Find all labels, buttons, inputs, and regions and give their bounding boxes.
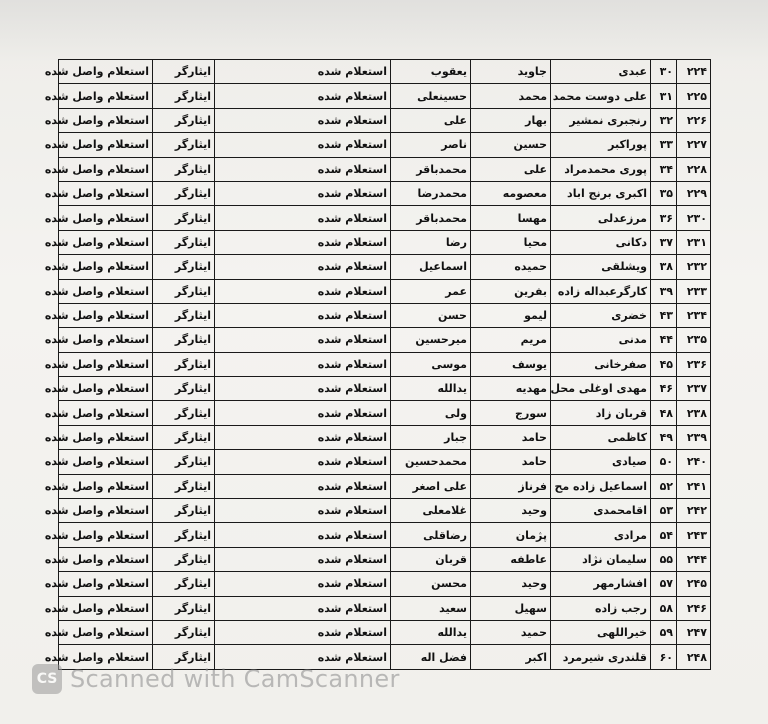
table-row bbox=[59, 352, 711, 376]
cell-status: استعلام شده bbox=[215, 133, 391, 157]
cell-index: ۲۳۹ bbox=[677, 425, 711, 449]
cell-last-name: پوری محمدمراد bbox=[551, 157, 651, 181]
cell-index: ۲۳۰ bbox=[677, 206, 711, 230]
cell-category: ایثارگر bbox=[153, 181, 215, 205]
cell-row-no: ۳۰ bbox=[651, 60, 677, 84]
cell-result: استعلام واصل شده bbox=[59, 352, 153, 376]
cell-row-no: ۶۰ bbox=[651, 645, 677, 669]
cell-last-name: دکانی bbox=[551, 230, 651, 254]
cell-father-name: اسماعیل bbox=[391, 255, 471, 279]
cell-category: ایثارگر bbox=[153, 474, 215, 498]
cell-status: استعلام شده bbox=[215, 620, 391, 644]
table-row bbox=[59, 303, 711, 327]
cell-category: ایثارگر bbox=[153, 133, 215, 157]
cell-result: استعلام واصل شده bbox=[59, 279, 153, 303]
cell-last-name: اقامحمدی bbox=[551, 499, 651, 523]
table-row bbox=[59, 60, 711, 84]
cell-index: ۲۳۲ bbox=[677, 255, 711, 279]
cell-status: استعلام شده bbox=[215, 401, 391, 425]
cell-first-name: حامد bbox=[471, 450, 551, 474]
cell-row-no: ۵۹ bbox=[651, 620, 677, 644]
cell-category: ایثارگر bbox=[153, 401, 215, 425]
cell-first-name: وحید bbox=[471, 572, 551, 596]
cell-result: استعلام واصل شده bbox=[59, 499, 153, 523]
cell-category: ایثارگر bbox=[153, 84, 215, 108]
table-row bbox=[59, 181, 711, 205]
cell-first-name: محیا bbox=[471, 230, 551, 254]
table-row bbox=[59, 206, 711, 230]
scan-shadow bbox=[0, 0, 768, 64]
cell-status: استعلام شده bbox=[215, 279, 391, 303]
cell-row-no: ۳۹ bbox=[651, 279, 677, 303]
table-row bbox=[59, 450, 711, 474]
cell-father-name: محمدباقر bbox=[391, 206, 471, 230]
cell-row-no: ۴۵ bbox=[651, 352, 677, 376]
cell-first-name: سهیل bbox=[471, 596, 551, 620]
cell-first-name: یوسف bbox=[471, 352, 551, 376]
cell-first-name: اکبر bbox=[471, 645, 551, 669]
cell-last-name: سلیمان نژاد bbox=[551, 547, 651, 571]
cell-category: ایثارگر bbox=[153, 108, 215, 132]
cell-status: استعلام شده bbox=[215, 60, 391, 84]
cell-index: ۲۲۶ bbox=[677, 108, 711, 132]
cell-result: استعلام واصل شده bbox=[59, 133, 153, 157]
cell-status: استعلام شده bbox=[215, 84, 391, 108]
cell-father-name: عمر bbox=[391, 279, 471, 303]
cell-result: استعلام واصل شده bbox=[59, 157, 153, 181]
cell-category: ایثارگر bbox=[153, 279, 215, 303]
cell-category: ایثارگر bbox=[153, 230, 215, 254]
cell-row-no: ۴۸ bbox=[651, 401, 677, 425]
cell-index: ۲۴۳ bbox=[677, 523, 711, 547]
cell-status: استعلام شده bbox=[215, 474, 391, 498]
cell-index: ۲۴۲ bbox=[677, 499, 711, 523]
cell-result: استعلام واصل شده bbox=[59, 60, 153, 84]
cell-last-name: کاظمی bbox=[551, 425, 651, 449]
cell-row-no: ۵۰ bbox=[651, 450, 677, 474]
cell-last-name: ویشلقی bbox=[551, 255, 651, 279]
cell-row-no: ۵۳ bbox=[651, 499, 677, 523]
cell-last-name: عبدی bbox=[551, 60, 651, 84]
cell-status: استعلام شده bbox=[215, 645, 391, 669]
table-row bbox=[59, 596, 711, 620]
cell-row-no: ۳۸ bbox=[651, 255, 677, 279]
cell-status: استعلام شده bbox=[215, 450, 391, 474]
cell-status: استعلام شده bbox=[215, 377, 391, 401]
table-row bbox=[59, 108, 711, 132]
cell-index: ۲۳۶ bbox=[677, 352, 711, 376]
cell-first-name: جاوید bbox=[471, 60, 551, 84]
cell-result: استعلام واصل شده bbox=[59, 474, 153, 498]
cell-index: ۲۴۷ bbox=[677, 620, 711, 644]
cell-father-name: علی اصغر bbox=[391, 474, 471, 498]
cell-first-name: عاطفه bbox=[471, 547, 551, 571]
cell-row-no: ۴۶ bbox=[651, 377, 677, 401]
cell-status: استعلام شده bbox=[215, 206, 391, 230]
cell-father-name: رضا bbox=[391, 230, 471, 254]
cell-first-name: فرناز bbox=[471, 474, 551, 498]
cell-father-name: یدالله bbox=[391, 620, 471, 644]
cell-category: ایثارگر bbox=[153, 328, 215, 352]
cell-result: استعلام واصل شده bbox=[59, 450, 153, 474]
table-row bbox=[59, 401, 711, 425]
cell-result: استعلام واصل شده bbox=[59, 230, 153, 254]
cell-father-name: فضل اله bbox=[391, 645, 471, 669]
cell-father-name: علی bbox=[391, 108, 471, 132]
cell-row-no: ۳۵ bbox=[651, 181, 677, 205]
cell-last-name: علی دوست محمد bbox=[551, 84, 651, 108]
table-row bbox=[59, 230, 711, 254]
cell-last-name: افشارمهر bbox=[551, 572, 651, 596]
cell-category: ایثارگر bbox=[153, 352, 215, 376]
cell-row-no: ۳۶ bbox=[651, 206, 677, 230]
cell-result: استعلام واصل شده bbox=[59, 255, 153, 279]
cell-last-name: قلندری شیرمرد bbox=[551, 645, 651, 669]
cell-last-name: مرادی bbox=[551, 523, 651, 547]
cell-last-name: رجب زاده bbox=[551, 596, 651, 620]
cell-index: ۲۴۶ bbox=[677, 596, 711, 620]
cell-index: ۲۴۰ bbox=[677, 450, 711, 474]
cell-category: ایثارگر bbox=[153, 255, 215, 279]
cell-first-name: حمیده bbox=[471, 255, 551, 279]
cell-status: استعلام شده bbox=[215, 572, 391, 596]
cell-father-name: حسن bbox=[391, 303, 471, 327]
cell-first-name: حمید bbox=[471, 620, 551, 644]
cell-index: ۲۳۸ bbox=[677, 401, 711, 425]
cell-last-name: مرزعدلی bbox=[551, 206, 651, 230]
table-row bbox=[59, 328, 711, 352]
cell-row-no: ۵۲ bbox=[651, 474, 677, 498]
table-row bbox=[59, 474, 711, 498]
cell-first-name: پژمان bbox=[471, 523, 551, 547]
cell-father-name: محسن bbox=[391, 572, 471, 596]
table-row bbox=[59, 157, 711, 181]
cell-category: ایثارگر bbox=[153, 499, 215, 523]
cell-category: ایثارگر bbox=[153, 60, 215, 84]
cell-last-name: اسماعیل زاده مح bbox=[551, 474, 651, 498]
cell-status: استعلام شده bbox=[215, 255, 391, 279]
cell-last-name: صفرخانی bbox=[551, 352, 651, 376]
cell-row-no: ۴۳ bbox=[651, 303, 677, 327]
cell-index: ۲۲۹ bbox=[677, 181, 711, 205]
cell-status: استعلام شده bbox=[215, 523, 391, 547]
cell-first-name: بفرین bbox=[471, 279, 551, 303]
cell-status: استعلام شده bbox=[215, 596, 391, 620]
cell-category: ایثارگر bbox=[153, 425, 215, 449]
cell-row-no: ۵۸ bbox=[651, 596, 677, 620]
cell-status: استعلام شده bbox=[215, 328, 391, 352]
cell-first-name: معصومه bbox=[471, 181, 551, 205]
cell-category: ایثارگر bbox=[153, 547, 215, 571]
cell-index: ۲۳۴ bbox=[677, 303, 711, 327]
cell-status: استعلام شده bbox=[215, 108, 391, 132]
cell-first-name: لیمو bbox=[471, 303, 551, 327]
cell-father-name: ناصر bbox=[391, 133, 471, 157]
cell-row-no: ۳۳ bbox=[651, 133, 677, 157]
cell-category: ایثارگر bbox=[153, 523, 215, 547]
cell-last-name: کارگرعبداله زاده bbox=[551, 279, 651, 303]
cell-result: استعلام واصل شده bbox=[59, 303, 153, 327]
cell-father-name: سعید bbox=[391, 596, 471, 620]
cell-last-name: پوراکبر bbox=[551, 133, 651, 157]
cell-result: استعلام واصل شده bbox=[59, 547, 153, 571]
cell-result: استعلام واصل شده bbox=[59, 84, 153, 108]
cell-row-no: ۵۴ bbox=[651, 523, 677, 547]
table-row bbox=[59, 84, 711, 108]
cell-result: استعلام واصل شده bbox=[59, 572, 153, 596]
cell-index: ۲۳۷ bbox=[677, 377, 711, 401]
cell-first-name: محمد bbox=[471, 84, 551, 108]
camscanner-logo-icon: CS bbox=[32, 664, 62, 694]
table-row bbox=[59, 255, 711, 279]
cell-first-name: حسین bbox=[471, 133, 551, 157]
cell-status: استعلام شده bbox=[215, 157, 391, 181]
cell-last-name: قربان زاد bbox=[551, 401, 651, 425]
cell-status: استعلام شده bbox=[215, 547, 391, 571]
cell-index: ۲۴۸ bbox=[677, 645, 711, 669]
cell-row-no: ۳۴ bbox=[651, 157, 677, 181]
cell-index: ۲۳۳ bbox=[677, 279, 711, 303]
cell-category: ایثارگر bbox=[153, 596, 215, 620]
cell-result: استعلام واصل شده bbox=[59, 645, 153, 669]
table-row bbox=[59, 133, 711, 157]
cell-result: استعلام واصل شده bbox=[59, 328, 153, 352]
cell-first-name: بهار bbox=[471, 108, 551, 132]
cell-first-name: مهسا bbox=[471, 206, 551, 230]
cell-result: استعلام واصل شده bbox=[59, 523, 153, 547]
cell-last-name: اکبری برنج اباد bbox=[551, 181, 651, 205]
cell-father-name: قربان bbox=[391, 547, 471, 571]
cell-index: ۲۴۱ bbox=[677, 474, 711, 498]
cell-category: ایثارگر bbox=[153, 620, 215, 644]
cell-status: استعلام شده bbox=[215, 181, 391, 205]
cell-first-name: علی bbox=[471, 157, 551, 181]
cell-last-name: خیراللهی bbox=[551, 620, 651, 644]
cell-status: استعلام شده bbox=[215, 499, 391, 523]
cell-result: استعلام واصل شده bbox=[59, 425, 153, 449]
cell-row-no: ۴۴ bbox=[651, 328, 677, 352]
cell-index: ۲۳۱ bbox=[677, 230, 711, 254]
cell-category: ایثارگر bbox=[153, 572, 215, 596]
table-row bbox=[59, 547, 711, 571]
cell-father-name: حسینعلی bbox=[391, 84, 471, 108]
cell-father-name: جبار bbox=[391, 425, 471, 449]
cell-father-name: ولی bbox=[391, 401, 471, 425]
cell-last-name: مهدی اوغلی محل bbox=[551, 377, 651, 401]
cell-father-name: محمدباقر bbox=[391, 157, 471, 181]
cell-first-name: مریم bbox=[471, 328, 551, 352]
cell-result: استعلام واصل شده bbox=[59, 401, 153, 425]
camscanner-watermark bbox=[32, 664, 400, 694]
table-row bbox=[59, 572, 711, 596]
cell-index: ۲۲۵ bbox=[677, 84, 711, 108]
cell-index: ۲۲۴ bbox=[677, 60, 711, 84]
cell-category: ایثارگر bbox=[153, 303, 215, 327]
cell-row-no: ۵۵ bbox=[651, 547, 677, 571]
cell-result: استعلام واصل شده bbox=[59, 181, 153, 205]
cell-index: ۲۴۴ bbox=[677, 547, 711, 571]
cell-first-name: مهدیه bbox=[471, 377, 551, 401]
cell-index: ۲۲۷ bbox=[677, 133, 711, 157]
cell-category: ایثارگر bbox=[153, 450, 215, 474]
cell-father-name: محمدرضا bbox=[391, 181, 471, 205]
table-row bbox=[59, 620, 711, 644]
cell-status: استعلام شده bbox=[215, 230, 391, 254]
cell-first-name: سورج bbox=[471, 401, 551, 425]
cell-category: ایثارگر bbox=[153, 157, 215, 181]
cell-father-name: محمدحسین bbox=[391, 450, 471, 474]
table-row bbox=[59, 499, 711, 523]
cell-category: ایثارگر bbox=[153, 377, 215, 401]
cell-category: ایثارگر bbox=[153, 645, 215, 669]
cell-status: استعلام شده bbox=[215, 425, 391, 449]
roster-table-body bbox=[44, 60, 711, 670]
watermark-text: Scanned with CamScanner bbox=[70, 665, 400, 693]
cell-status: استعلام شده bbox=[215, 303, 391, 327]
cell-last-name: رنجبری نمشیر bbox=[551, 108, 651, 132]
cell-row-no: ۳۷ bbox=[651, 230, 677, 254]
cell-row-no: ۳۱ bbox=[651, 84, 677, 108]
cell-father-name: یعقوب bbox=[391, 60, 471, 84]
table-row bbox=[59, 425, 711, 449]
cell-result: استعلام واصل شده bbox=[59, 620, 153, 644]
table-row bbox=[59, 377, 711, 401]
cell-result: استعلام واصل شده bbox=[59, 377, 153, 401]
cell-first-name: وحید bbox=[471, 499, 551, 523]
cell-last-name: مدنی bbox=[551, 328, 651, 352]
roster-table bbox=[44, 59, 711, 670]
cell-father-name: میرحسین bbox=[391, 328, 471, 352]
cell-index: ۲۴۵ bbox=[677, 572, 711, 596]
cell-father-name: غلامعلی bbox=[391, 499, 471, 523]
cell-category: ایثارگر bbox=[153, 206, 215, 230]
cell-index: ۲۲۸ bbox=[677, 157, 711, 181]
cell-father-name: موسی bbox=[391, 352, 471, 376]
cell-result: استعلام واصل شده bbox=[59, 108, 153, 132]
table-row bbox=[59, 523, 711, 547]
cell-index: ۲۳۵ bbox=[677, 328, 711, 352]
table-row bbox=[59, 279, 711, 303]
cell-result: استعلام واصل شده bbox=[59, 206, 153, 230]
cell-father-name: رضاقلی bbox=[391, 523, 471, 547]
cell-row-no: ۵۷ bbox=[651, 572, 677, 596]
cell-last-name: صیادی bbox=[551, 450, 651, 474]
cell-row-no: ۳۲ bbox=[651, 108, 677, 132]
cell-row-no: ۴۹ bbox=[651, 425, 677, 449]
cell-last-name: خضری bbox=[551, 303, 651, 327]
cell-first-name: حامد bbox=[471, 425, 551, 449]
cell-father-name: یدالله bbox=[391, 377, 471, 401]
cell-result: استعلام واصل شده bbox=[59, 596, 153, 620]
cell-status: استعلام شده bbox=[215, 352, 391, 376]
